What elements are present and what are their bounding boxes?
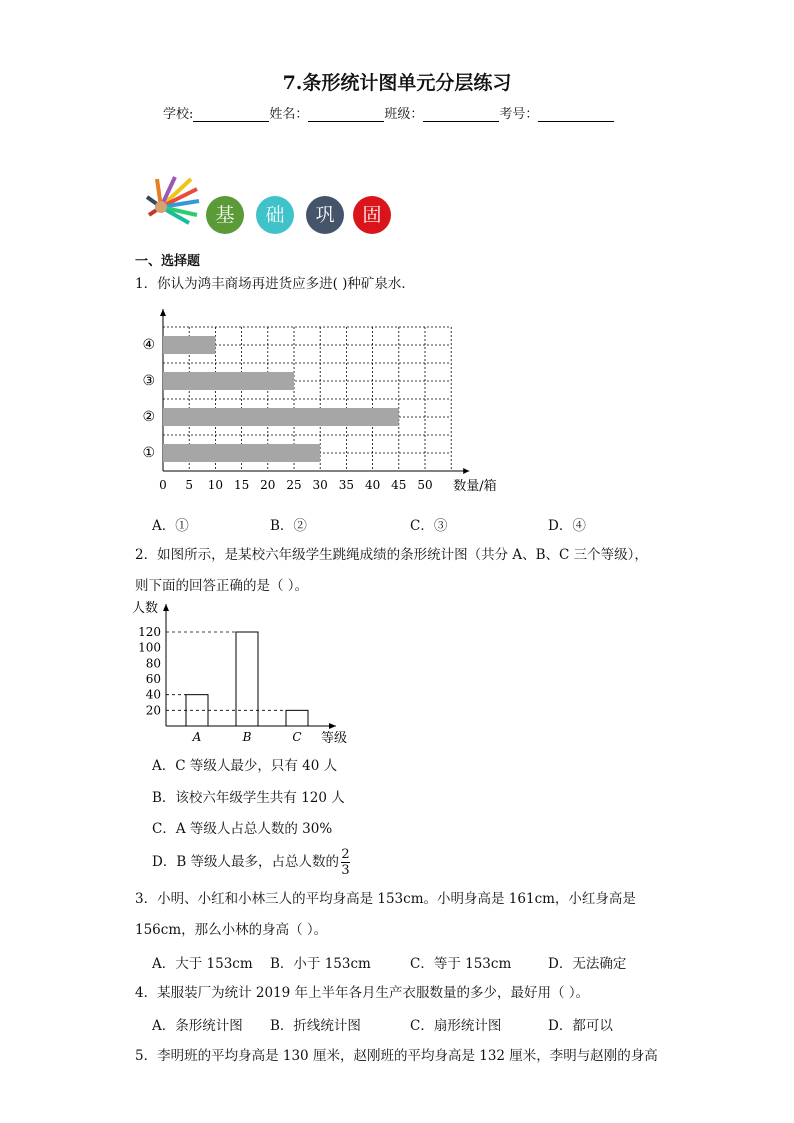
q1-option-a[interactable]: A．① [152,518,189,534]
question-1-bar-chart [140,305,520,500]
badge-gong-text: 巩 [315,204,335,226]
q3-option-c[interactable]: C．等于 153cm [410,956,512,972]
question-2-bar-chart [130,596,360,746]
question-2-text-line2: 则下面的回答正确的是（ ）。 [135,578,309,594]
name-field[interactable] [308,107,384,122]
x-tick-label: 5 [185,478,194,492]
x-tick-label: 45 [391,478,407,492]
y-axis-arrow [163,604,169,611]
x-tick-label: 0 [159,478,167,492]
x-tick-label: 50 [417,478,433,492]
school-label: 学校: [163,107,194,122]
q4-option-d[interactable]: D．都可以 [548,1018,613,1034]
x-axis-arrow [463,468,469,474]
exam-number-label: 考号： [499,107,539,122]
y-tick-label: 100 [138,640,161,655]
y-axis-arrow [160,309,166,316]
badge-chu-text: 础 [265,204,285,226]
x-axis-arrow [329,723,336,729]
y-tick-label: 120 [138,625,161,639]
category-label-2: ② [142,409,155,425]
fraction-denominator: 3 [341,863,350,878]
category-label-A: A [192,730,202,744]
bar-1 [163,444,320,462]
q2-option-d[interactable] [152,848,350,877]
x-axis-label: 数量/箱 [453,479,497,494]
q4-option-a[interactable]: A．条形统计图 [152,1018,243,1034]
badge-chu [256,196,294,234]
category-label-1: ① [142,445,155,461]
y-tick-label: 80 [145,656,161,671]
q2-option-a[interactable]: A．C 等级人最少，只有 40 人 [152,758,338,774]
x-tick-label: 30 [312,478,328,492]
x-tick-label: 20 [260,478,276,492]
y-tick-label: 60 [145,672,161,686]
y-axis-label: 人数 [132,601,159,616]
x-tick-label: 15 [233,478,250,492]
bar-B [236,632,258,726]
question-1-text: 1．你认为鸿丰商场再进货应多进( )种矿泉水． [135,276,415,292]
question-3-text-line1: 3．小明、小红和小林三人的平均身高是 153cm。小明身高是 161cm，小红身高是 [135,891,636,907]
category-label-B: B [242,730,252,744]
question-5-text: 5．李明班的平均身高是 130 厘米，赵刚班的平均身高是 132 厘米，李明与赵刚的身高 [135,1048,658,1064]
fraction-two-thirds [341,848,350,877]
class-label: 班级： [384,107,424,122]
section-title: 一、选择题 [135,254,201,269]
question-3-text-line2: 156cm，那么小林的身高（ ）。 [135,922,328,938]
y-tick-label: 20 [145,703,161,718]
colored-pencils-icon [143,175,203,230]
exam-number-field[interactable] [538,107,614,122]
q3-option-a[interactable]: A．大于 153cm [152,956,253,972]
page-title: 7.条形统计图单元分层练习 [282,72,512,94]
q2-option-b[interactable]: B．该校六年级学生共有 120 人 [152,790,345,806]
x-tick-label: 25 [286,478,302,492]
school-field[interactable] [193,107,269,122]
q2-option-d-text: D．B 等级人最多，占总人数的 [152,854,340,870]
badge-gong [306,196,344,234]
x-tick-label: 40 [364,478,381,492]
bar-3 [163,372,294,390]
name-label: 姓名： [269,107,309,122]
fraction-numerator: 2 [341,847,350,862]
category-label-4: ④ [142,337,155,353]
badge-ji-text: 基 [215,204,235,226]
student-info-line [163,103,614,122]
badge-gu-text: 固 [362,204,382,226]
x-tick-label: 10 [207,478,224,492]
bar-C [286,710,308,726]
category-label-3: ③ [142,373,155,389]
q4-option-c[interactable]: C．扇形统计图 [410,1018,502,1034]
question-2-text-line1: 2．如图所示，是某校六年级学生跳绳成绩的条形统计图（共分 A、B、C 三个等级）， [135,547,648,563]
badge-gu [353,196,391,234]
class-field[interactable] [423,107,499,122]
x-axis-label: 等级 [321,731,348,746]
q3-option-d[interactable]: D．无法确定 [548,956,627,972]
y-tick-label: 40 [145,687,161,702]
q2-option-c[interactable]: C．A 等级人占总人数的 30% [152,821,333,837]
q1-option-c[interactable]: C．③ [410,518,448,534]
badge-ji [206,196,244,234]
x-tick-label: 35 [338,478,355,492]
category-label-C: C [292,730,302,744]
bar-4 [163,336,215,354]
q1-option-b[interactable]: B．② [270,518,307,534]
q4-option-b[interactable]: B．折线统计图 [270,1018,361,1034]
question-4-text: 4．某服装厂为统计 2019 年上半年各月生产衣服数量的多少，最好用（ ）。 [135,985,590,1001]
bar-2 [163,408,399,426]
q3-option-b[interactable]: B．小于 153cm [270,956,371,972]
q1-option-d[interactable]: D．④ [548,518,586,534]
